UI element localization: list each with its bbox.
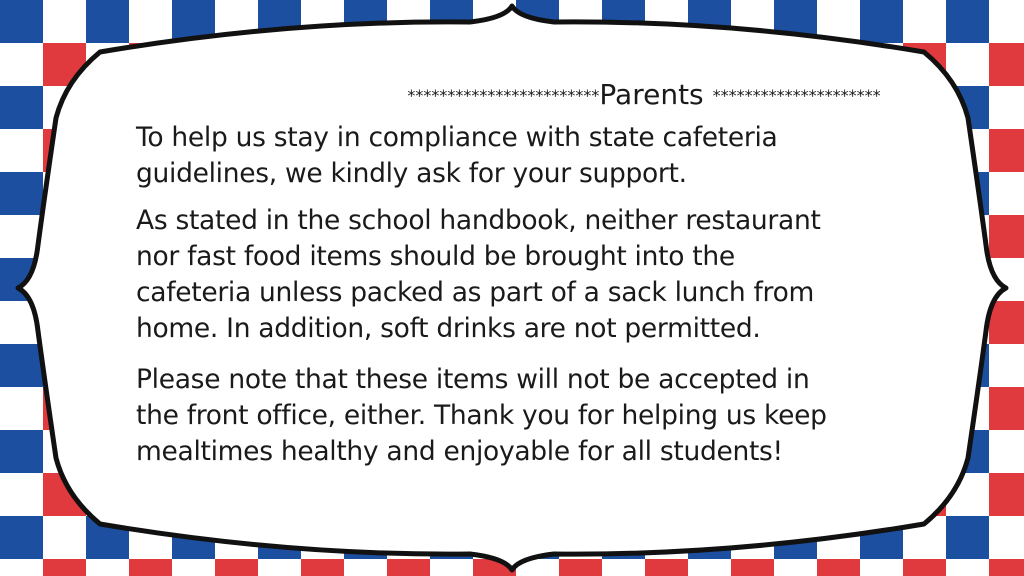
heading-stars-left: ************************ bbox=[407, 86, 600, 105]
paragraph-line: To help us stay in compliance with state cafeteria bbox=[136, 122, 778, 153]
notice-heading bbox=[246, 78, 1024, 111]
paragraph-line: cafeteria unless packed as part of a sack lunch from bbox=[136, 277, 814, 308]
paragraph-line: As stated in the school handbook, neither restaurant bbox=[136, 205, 821, 236]
heading-stars-right: ********************* bbox=[712, 86, 881, 105]
paragraph-line: Please note that these items will not be accepted in bbox=[136, 364, 810, 395]
paragraph-line: home. In addition, soft drinks are not permitted. bbox=[136, 313, 761, 344]
paragraph-line: nor fast food items should be brought into the bbox=[136, 241, 735, 272]
paragraph-line: guidelines, we kindly ask for your support. bbox=[136, 158, 687, 189]
paragraph-front-office bbox=[136, 362, 827, 470]
heading-title: Parents bbox=[599, 78, 704, 111]
paragraph-line: mealtimes healthy and enjoyable for all students! bbox=[136, 436, 783, 467]
paragraph-line: the front office, either. Thank you for helping us keep bbox=[136, 400, 827, 431]
paragraph-handbook bbox=[136, 203, 821, 347]
paragraph-compliance bbox=[136, 120, 777, 192]
